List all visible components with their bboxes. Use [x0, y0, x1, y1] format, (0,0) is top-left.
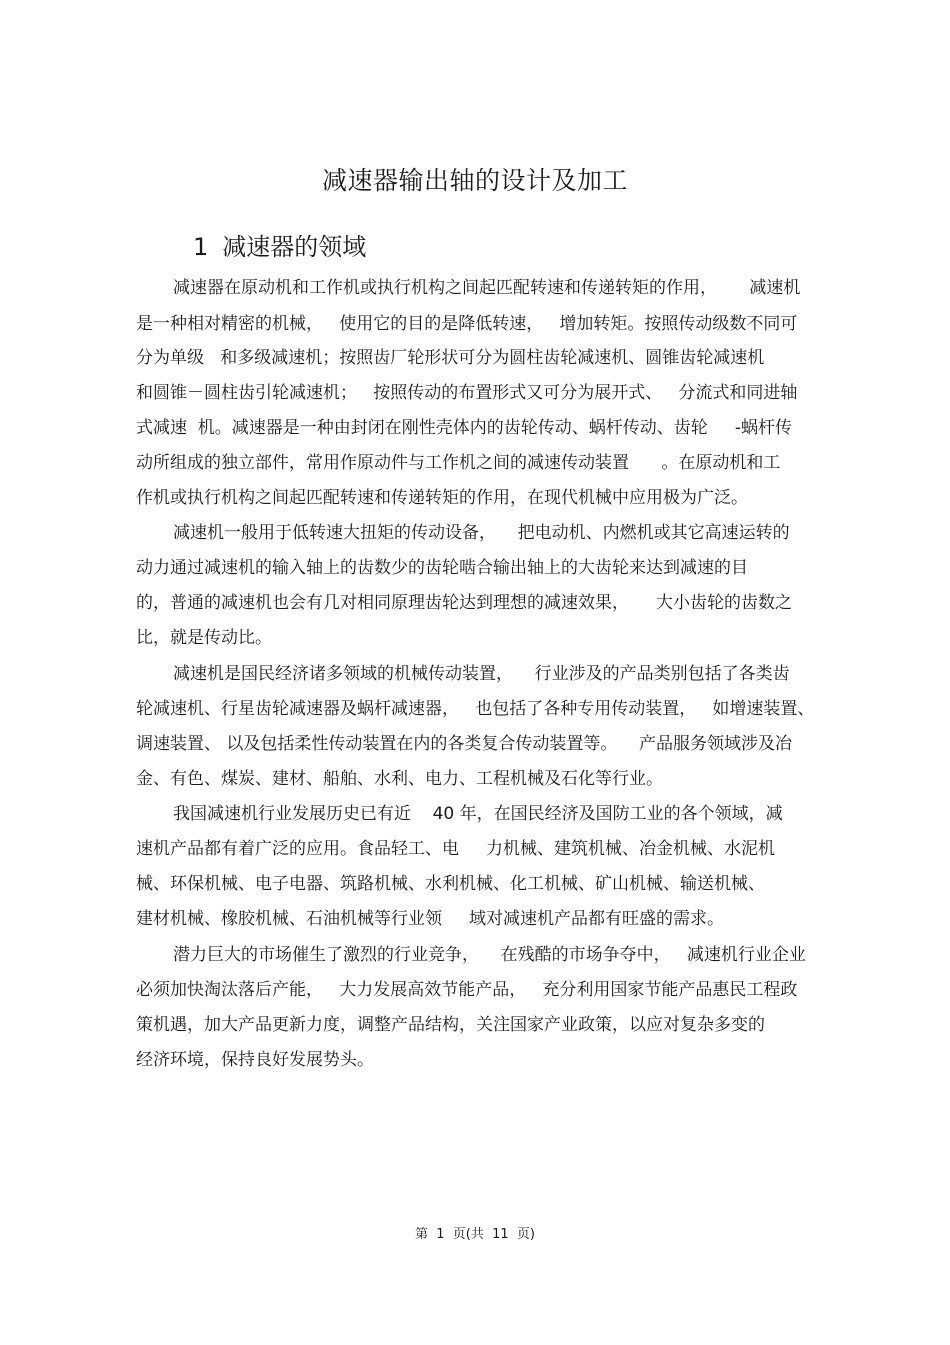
section-heading [193, 230, 366, 264]
text-line: 比，就是传动比。 [136, 628, 272, 648]
text-line: 减速机是国民经济诸多领域的机械传动装置， 行业涉及的产品类别包括了各类齿 [173, 664, 790, 684]
text-line: 式减速 机。减速器是一种由封闭在刚性壳体内的齿轮传动、蜗杆传动、齿轮 -蜗杆传 [136, 418, 792, 438]
text-line: 速机产品都有着广泛的应用。食品轻工、电 力机械、建筑机械、冶金机械、水泥机 [136, 839, 776, 859]
text-line: 策机遇，加大产品更新力度，调整产品结构，关注国家产业政策，以应对复杂多变的 [136, 1015, 765, 1035]
text-line: 必须加快淘汰落后产能， 大力发展高效节能产品， 充分利用国家节能产品惠民工程政 [136, 980, 798, 1000]
text-line: 轮减速机、行星齿轮减速器及蜗杆减速器， 也包括了各种专用传动装置， 如增速装置、 [136, 699, 815, 719]
text-line: 械、环保机械、电子电器、筑路机械、水利机械、化工机械、矿山机械、输送机械、 [136, 874, 765, 894]
text-line: 动力通过减速机的输入轴上的齿数少的齿轮啮合输出轴上的大齿轮来达到减速的目 [136, 558, 748, 578]
text-line: 减速器在原动机和工作机或执行机构之间起匹配转速和传递转矩的作用， 减速机 [173, 278, 801, 298]
text-line: 的，普通的减速机也会有几对相同原理齿轮达到理想的减速效果， 大小齿轮的齿数之 [136, 593, 793, 613]
text-line: 作机或执行机构之间起匹配转速和传递转矩的作用，在现代机械中应用极为广泛。 [136, 488, 748, 508]
text-line: 金、有色、煤炭、建材、船舶、水利、电力、工程机械及石化等行业。 [136, 769, 663, 789]
text-line: 调速装置、 以及包括柔性传动装置在内的各类复合传动装置等。 产品服务领域涉及冶 [136, 734, 793, 754]
section-title: 减速器的领域 [222, 233, 367, 261]
page-footer: 第 1 页(共 11 页) [414, 1227, 535, 1242]
text-line: 分为单级 和多级减速机；按照齿厂轮形状可分为圆柱齿轮减速机、圆锥齿轮减速机 [136, 348, 765, 368]
text-line: 潜力巨大的市场催生了激烈的行业竞争， 在残酷的市场争夺中， 减速机行业企业 [173, 945, 806, 965]
text-line: 建材机械、橡胶机械、石油机械等行业领 域对减速机产品都有旺盛的需求。 [136, 909, 725, 929]
document-title: 减速器输出轴的设计及加工 [321, 166, 628, 195]
text-line: 动所组成的独立部件，常用作原动件与工作机之间的减速传动装置 。在原动机和工 [136, 453, 781, 473]
text-line: 和圆锥－圆柱齿引轮减速机； 按照传动的布置形式又可分为展开式、 分流式和同进轴 [136, 383, 798, 403]
section-number: 1 [193, 233, 209, 261]
text-line: 我国减速机行业发展历史已有近 40 年，在国民经济及国防工业的各个领域，减 [173, 804, 783, 824]
text-line: 经济环境，保持良好发展势头。 [136, 1050, 374, 1070]
text-line: 是一种相对精密的机械， 使用它的目的是降低转速， 增加转矩。按照传动级数不同可 [136, 314, 798, 334]
text-line: 减速机一般用于低转速大扭矩的传动设备， 把电动机、内燃机或其它高速运转的 [173, 523, 790, 543]
